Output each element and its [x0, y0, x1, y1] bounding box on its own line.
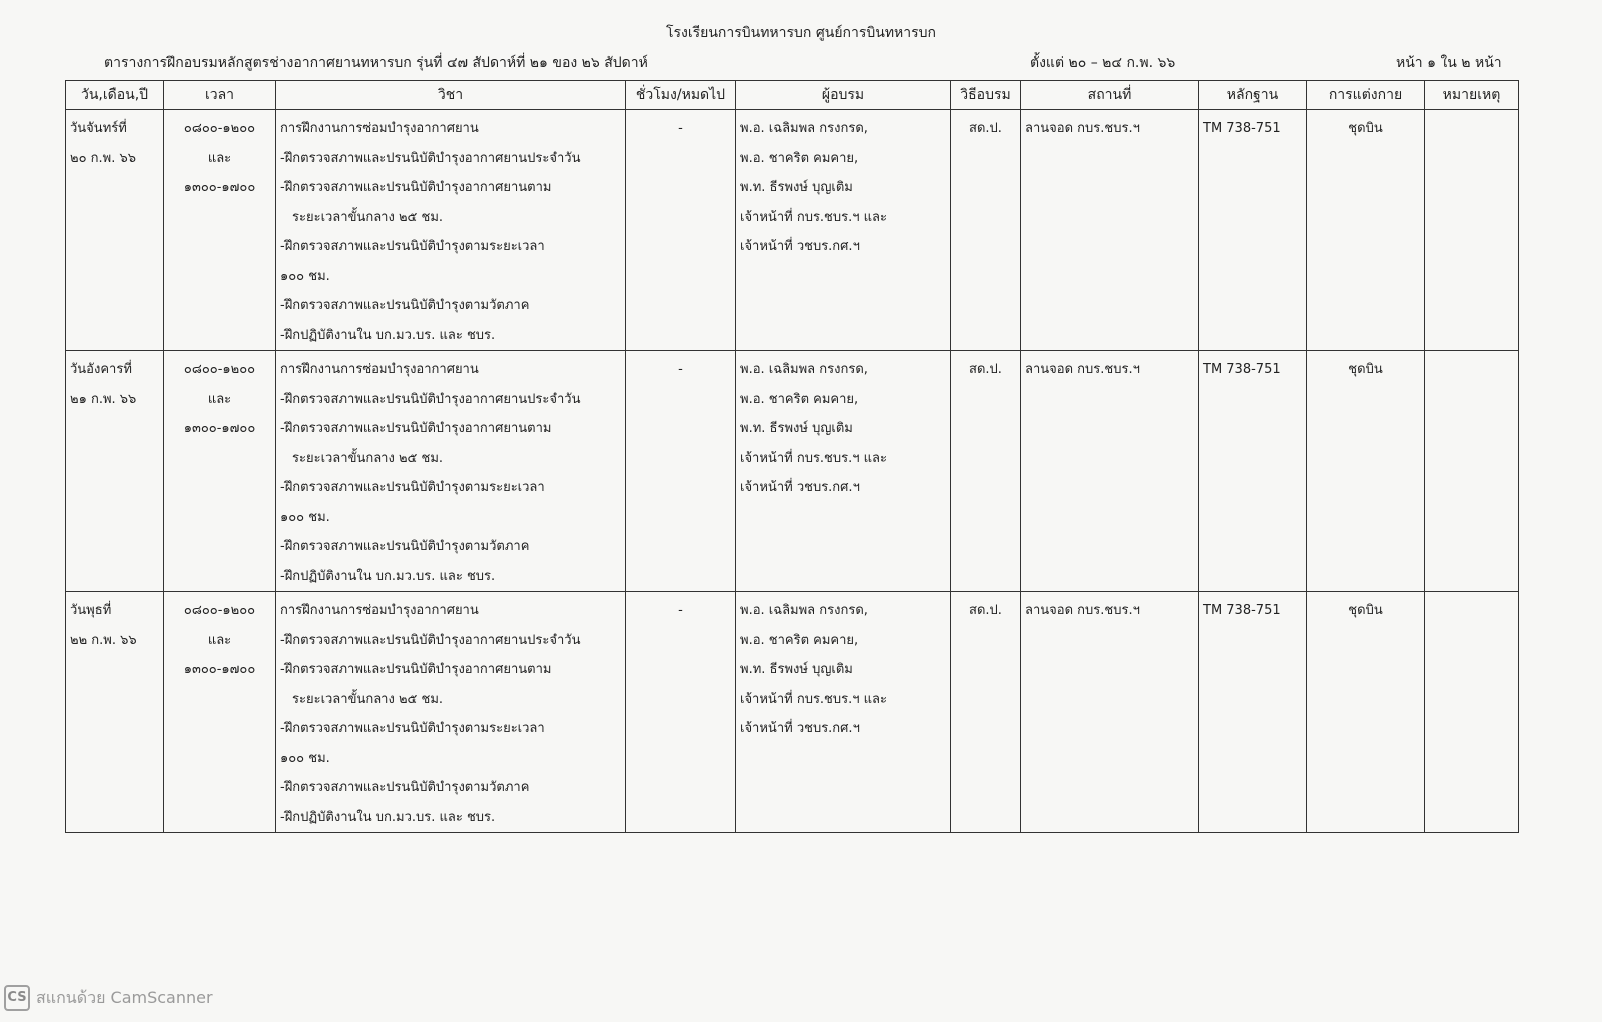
reference-value: TM 738-751 [1203, 362, 1281, 377]
time-line: และ [207, 391, 232, 407]
dress-value: ชุดบิน [1348, 121, 1383, 136]
remark-value [1429, 114, 1514, 144]
dress-cell [1307, 592, 1425, 833]
training-schedule-table [65, 80, 1519, 833]
subject-line: -ฝึกตรวจสภาพและปรนนิบัติบำรุงตามระยะเวลา [280, 239, 545, 254]
method-cell [951, 351, 1021, 592]
column-header: หลักฐาน [1199, 81, 1307, 110]
method-value: สด.ป. [969, 362, 1002, 377]
place-cell [1021, 592, 1199, 833]
time-line: ๐๘๐๐-๑๒๐๐ [183, 121, 256, 136]
trainer-line: เจ้าหน้าที่ วชบร.กศ.ฯ [740, 239, 860, 254]
column-header: หมายเหตุ [1425, 81, 1519, 110]
column-header: ผู้อบรม [736, 81, 951, 110]
time-cell [164, 351, 276, 592]
reference-cell [1199, 592, 1307, 833]
place-value: ลานจอด กบร.ชบร.ฯ [1025, 603, 1140, 618]
table-header-row [66, 81, 1519, 110]
dress-cell [1307, 110, 1425, 351]
place-cell [1021, 351, 1199, 592]
remark-value [1429, 596, 1514, 626]
date-cell [66, 110, 164, 351]
subject-line: -ฝึกตรวจสภาพและปรนนิบัติบำรุงอากาศยานตาม [280, 180, 552, 195]
subject-line: ระยะเวลาขั้นกลาง ๒๕ ชม. [292, 209, 444, 225]
hours-cell [626, 351, 736, 592]
time-line: และ [207, 632, 232, 648]
day-name: วันอังคารที่ [70, 362, 132, 377]
subject-line: -ฝึกตรวจสภาพและปรนนิบัติบำรุงตามวัตภาค [280, 780, 530, 795]
page-title: โรงเรียนการบินทหารบก ศูนย์การบินทหารบก [665, 25, 937, 41]
subject-cell [276, 110, 626, 351]
trainer-line: พ.ท. ธีรพงษ์ บุญเติม [740, 662, 853, 677]
time-line: ๑๓๐๐-๑๗๐๐ [183, 421, 256, 436]
table-row [66, 351, 1519, 592]
trainers-cell [736, 110, 951, 351]
trainer-line: เจ้าหน้าที่ กบร.ชบร.ฯ และ [740, 691, 888, 707]
subject-cell [276, 351, 626, 592]
camscanner-watermark [4, 985, 213, 1011]
place-value: ลานจอด กบร.ชบร.ฯ [1025, 121, 1140, 136]
hours-value: - [678, 362, 683, 377]
subject-line: -ฝึกปฏิบัติงานใน บก.มว.บร. และ ชบร. [280, 809, 496, 825]
subject-line: -ฝึกตรวจสภาพและปรนนิบัติบำรุงตามวัตภาค [280, 298, 530, 313]
time-line: และ [207, 150, 232, 166]
table-row [66, 592, 1519, 833]
camscanner-logo-icon: CS [4, 985, 30, 1011]
subject-line: -ฝึกตรวจสภาพและปรนนิบัติบำรุงตามระยะเวลา [280, 480, 545, 495]
dress-value: ชุดบิน [1348, 603, 1383, 618]
trainer-line: เจ้าหน้าที่ กบร.ชบร.ฯ และ [740, 209, 888, 225]
time-cell [164, 592, 276, 833]
trainer-line: พ.อ. เฉลิมพล กรงกรด, [740, 362, 868, 377]
subject-line: ๑๐๐ ชม. [280, 268, 330, 284]
column-header: การแต่งกาย [1307, 81, 1425, 110]
column-header: ชั่วโมง/หมดไป [626, 81, 736, 110]
remark-cell [1425, 351, 1519, 592]
watermark-text: สแกนด้วย CamScanner [36, 987, 213, 1007]
hours-cell [626, 110, 736, 351]
subject-line: -ฝึกปฏิบัติงานใน บก.มว.บร. และ ชบร. [280, 327, 496, 343]
method-cell [951, 110, 1021, 351]
trainer-line: พ.ท. ธีรพงษ์ บุญเติม [740, 180, 853, 195]
method-value: สด.ป. [969, 121, 1002, 136]
reference-value: TM 738-751 [1203, 121, 1281, 136]
trainer-line: พ.อ. ชาคริต คมคาย, [740, 150, 859, 166]
reference-cell [1199, 110, 1307, 351]
time-line: ๑๓๐๐-๑๗๐๐ [183, 180, 256, 195]
subject-line: ระยะเวลาขั้นกลาง ๒๕ ชม. [292, 450, 444, 466]
trainer-line: พ.อ. ชาคริต คมคาย, [740, 391, 859, 407]
day-date: ๒๐ ก.พ. ๖๖ [70, 150, 136, 166]
subject-line: การฝึกงานการซ่อมบำรุงอากาศยาน [280, 603, 479, 618]
day-date: ๒๑ ก.พ. ๖๖ [70, 391, 137, 407]
subject-line: -ฝึกตรวจสภาพและปรนนิบัติบำรุงอากาศยานตาม [280, 662, 552, 677]
trainer-line: เจ้าหน้าที่ วชบร.กศ.ฯ [740, 480, 860, 495]
remark-value [1429, 355, 1514, 385]
trainer-line: เจ้าหน้าที่ กบร.ชบร.ฯ และ [740, 450, 888, 466]
reference-cell [1199, 351, 1307, 592]
table-row [66, 110, 1519, 351]
method-value: สด.ป. [969, 603, 1002, 618]
reference-value: TM 738-751 [1203, 603, 1281, 618]
page-number: หน้า ๑ ใน ๒ หน้า [1396, 55, 1502, 71]
time-line: ๐๘๐๐-๑๒๐๐ [183, 362, 256, 377]
method-cell [951, 592, 1021, 833]
subject-line: -ฝึกปฏิบัติงานใน บก.มว.บร. และ ชบร. [280, 568, 496, 584]
trainer-line: เจ้าหน้าที่ วชบร.กศ.ฯ [740, 721, 860, 736]
subject-line: -ฝึกตรวจสภาพและปรนนิบัติบำรุงอากาศยานประจำวัน [280, 150, 581, 166]
hours-value: - [678, 603, 683, 618]
column-header: เวลา [164, 81, 276, 110]
subject-line: ๑๐๐ ชม. [280, 750, 330, 766]
trainers-cell [736, 351, 951, 592]
trainer-line: พ.อ. เฉลิมพล กรงกรด, [740, 121, 868, 136]
subject-line: -ฝึกตรวจสภาพและปรนนิบัติบำรุงตามระยะเวลา [280, 721, 545, 736]
time-line: ๐๘๐๐-๑๒๐๐ [183, 603, 256, 618]
subject-line: การฝึกงานการซ่อมบำรุงอากาศยาน [280, 362, 479, 377]
time-line: ๑๓๐๐-๑๗๐๐ [183, 662, 256, 677]
trainer-line: พ.อ. ชาคริต คมคาย, [740, 632, 859, 648]
remark-cell [1425, 592, 1519, 833]
column-header: วัน,เดือน,ปี [66, 81, 164, 110]
subject-line: ระยะเวลาขั้นกลาง ๒๕ ชม. [292, 691, 444, 707]
time-cell [164, 110, 276, 351]
date-range: ตั้งแต่ ๒๐ – ๒๔ ก.พ. ๖๖ [1030, 55, 1176, 71]
trainers-cell [736, 592, 951, 833]
day-date: ๒๒ ก.พ. ๖๖ [70, 632, 137, 648]
day-name: วันพุธที่ [70, 603, 112, 618]
subject-cell [276, 592, 626, 833]
subject-line: การฝึกงานการซ่อมบำรุงอากาศยาน [280, 121, 479, 136]
place-cell [1021, 110, 1199, 351]
day-name: วันจันทร์ที่ [70, 121, 127, 136]
trainer-line: พ.ท. ธีรพงษ์ บุญเติม [740, 421, 853, 436]
place-value: ลานจอด กบร.ชบร.ฯ [1025, 362, 1140, 377]
subject-line: ๑๐๐ ชม. [280, 509, 330, 525]
date-cell [66, 592, 164, 833]
column-header: วิธีอบรม [951, 81, 1021, 110]
hours-cell [626, 592, 736, 833]
subject-line: -ฝึกตรวจสภาพและปรนนิบัติบำรุงอากาศยานประจำวัน [280, 632, 581, 648]
subject-line: -ฝึกตรวจสภาพและปรนนิบัติบำรุงอากาศยานประจำวัน [280, 391, 581, 407]
subject-line: -ฝึกตรวจสภาพและปรนนิบัติบำรุงอากาศยานตาม [280, 421, 552, 436]
schedule-subtitle: ตารางการฝึกอบรมหลักสูตรช่างอากาศยานทหารบก รุ่นที่ ๔๗ สัปดาห์ที่ ๒๑ ของ ๒๖ สัปดาห์ [104, 55, 648, 71]
dress-cell [1307, 351, 1425, 592]
trainer-line: พ.อ. เฉลิมพล กรงกรด, [740, 603, 868, 618]
column-header: สถานที่ [1021, 81, 1199, 110]
dress-value: ชุดบิน [1348, 362, 1383, 377]
remark-cell [1425, 110, 1519, 351]
column-header: วิชา [276, 81, 626, 110]
subject-line: -ฝึกตรวจสภาพและปรนนิบัติบำรุงตามวัตภาค [280, 539, 530, 554]
hours-value: - [678, 121, 683, 136]
date-cell [66, 351, 164, 592]
